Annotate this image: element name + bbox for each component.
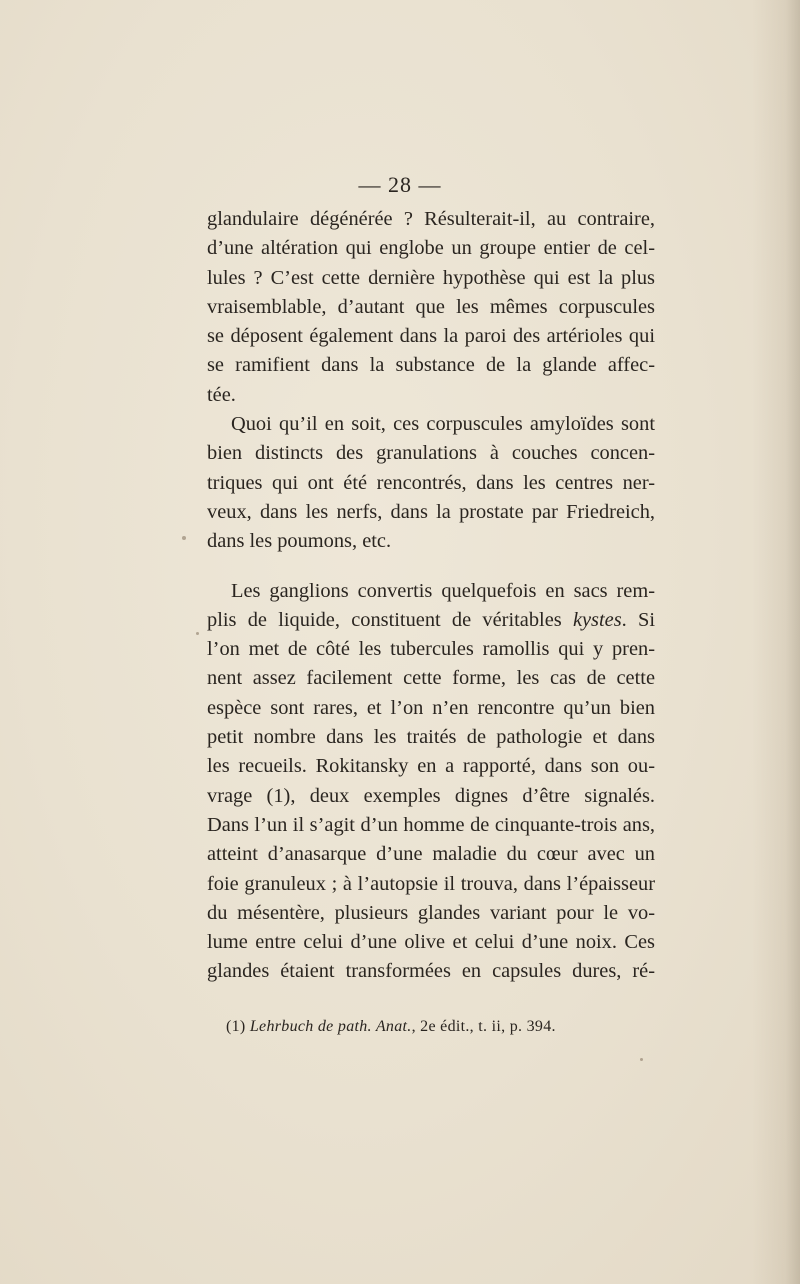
text-line: veux, dans les nerfs, dans la prostate par Friedreich, xyxy=(207,500,655,523)
text-line: bien distincts des granulations à couches concen- xyxy=(207,442,655,465)
paragraph-2 xyxy=(207,410,655,556)
paper-speck xyxy=(182,536,186,540)
paper-speck xyxy=(640,1058,643,1061)
page-number: — 28 — xyxy=(358,172,442,197)
paragraph-1 xyxy=(207,205,655,410)
paragraph-gap xyxy=(207,557,655,577)
text-line: petit nombre dans les traités de pathologie et dans xyxy=(207,726,655,749)
footnote-text: , 2e édit., t. ii, p. 394. xyxy=(411,1018,556,1035)
italic-term: kystes xyxy=(572,608,622,631)
text-line: vraisemblable, d’autant que les mêmes corpuscules xyxy=(207,295,655,318)
text-line: tée. xyxy=(207,383,236,406)
text-line: glandes étaient transformées en capsules dures, ré- xyxy=(207,960,655,983)
text-line: les recueils. Rokitansky en a rapporté, dans son ou- xyxy=(207,755,655,778)
text-line: glandulaire dégénérée ? Résulterait-il, au contraire, xyxy=(207,208,655,230)
text-line: foie granuleux ; à l’autopsie il trouva, dans l’épaisseur xyxy=(207,872,655,895)
text-line: lume entre celui d’une olive et celui d’une noix. Ces xyxy=(207,931,655,954)
body-text xyxy=(207,205,655,987)
text-line: triques qui ont été rencontrés, dans les centres ner- xyxy=(207,471,655,494)
text-run: . Si xyxy=(621,608,655,631)
text-line: Dans l’un il s’agit d’un homme de cinquante-trois ans, xyxy=(207,813,655,836)
text-line: lules ? C’est cette dernière hypothèse qui est la plus xyxy=(207,266,655,289)
paper-speck xyxy=(196,632,199,635)
text-line: vrage (1), deux exemples dignes d’être signalés. xyxy=(207,784,655,807)
text-run: plis de liquide, constituent de véritables xyxy=(207,608,573,631)
paragraph-3 xyxy=(207,577,655,987)
text-line: nent assez facilement cette forme, les cas de cette xyxy=(207,667,655,690)
text-line: atteint d’anasarque d’une maladie du cœur avec un xyxy=(207,843,655,866)
text-line: l’on met de côté les tubercules ramollis qui y pren- xyxy=(207,638,655,661)
text-line: du mésentère, plusieurs glandes variant pour le vo- xyxy=(207,901,655,924)
text-line: Quoi qu’il en soit, ces corpuscules amyloïdes sont xyxy=(231,413,655,436)
text-line: se ramifient dans la substance de la glande affec- xyxy=(207,354,655,377)
text-line: d’une altération qui englobe un groupe entier de cel- xyxy=(207,237,655,260)
text-line: se déposent également dans la paroi des artérioles qui xyxy=(207,325,655,348)
text-line xyxy=(207,606,655,635)
text-line: espèce sont rares, et l’on n’en rencontre qu’un bien xyxy=(207,696,655,719)
text-line: Les ganglions convertis quelquefois en sacs rem- xyxy=(231,579,655,602)
text-line: dans les poumons, etc. xyxy=(207,530,392,553)
footnote xyxy=(226,1016,556,1038)
footnote-title: Lehrbuch de path. Anat. xyxy=(249,1018,412,1035)
footnote-marker: (1) xyxy=(226,1018,250,1035)
